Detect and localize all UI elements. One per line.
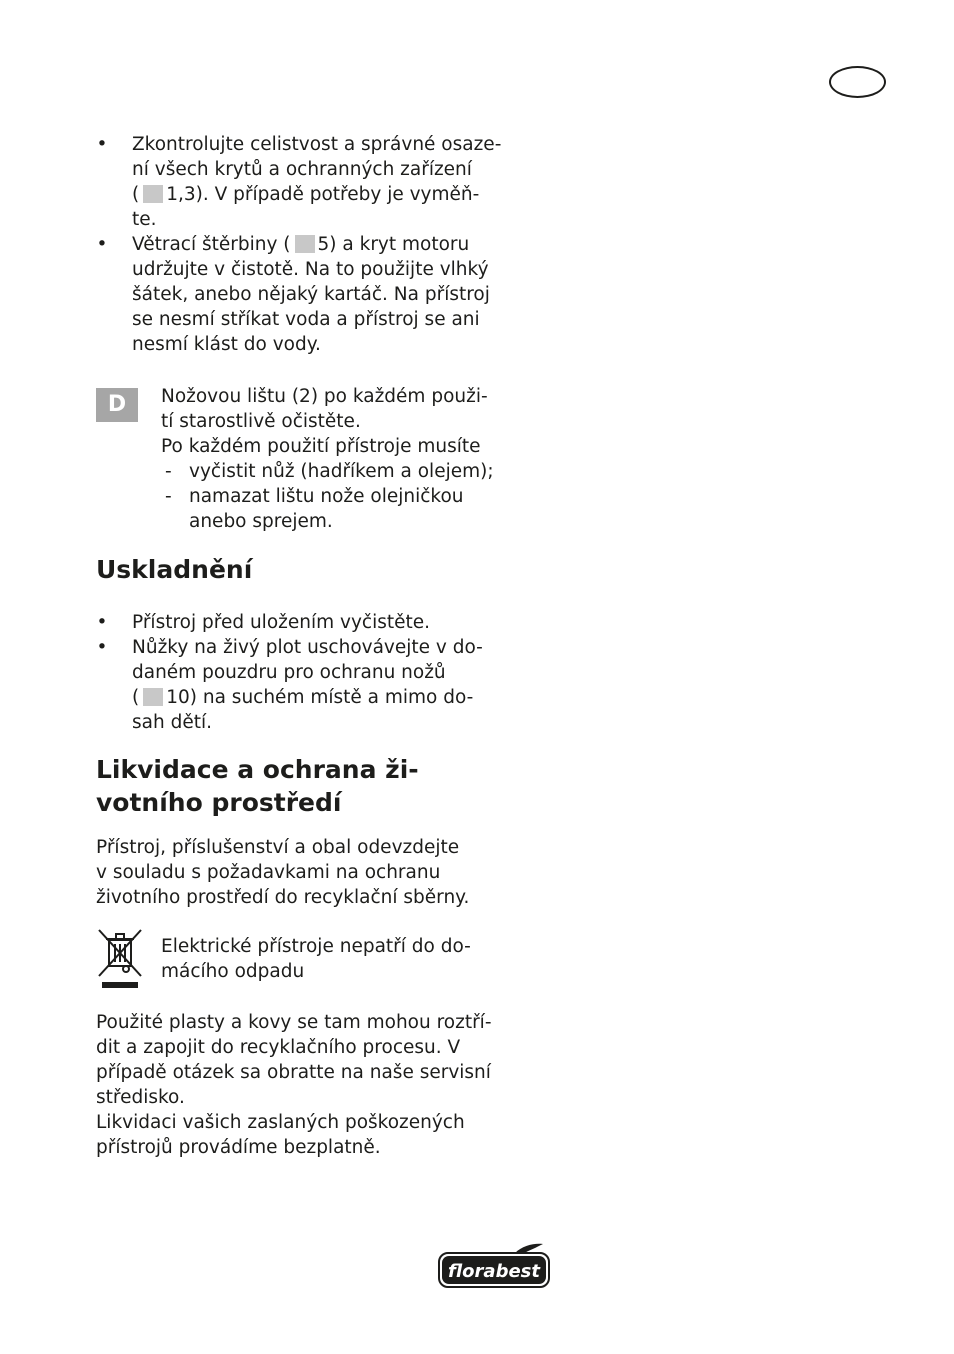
list-text: se nesmí stříkat voda a přístroj se ani: [132, 309, 480, 330]
list-item: [96, 132, 502, 232]
note-badge: D: [96, 388, 138, 422]
list-item: [96, 232, 490, 357]
bullet-icon: •: [96, 637, 108, 658]
dash-text: anebo sprejem.: [189, 511, 333, 532]
dash-icon: -: [165, 461, 172, 482]
storage-heading: Uskladnění: [96, 555, 253, 584]
maintenance-bullets: [96, 132, 502, 357]
paragraph-line: Elektrické přístroje nepatří do do-: [161, 936, 471, 957]
disposal-heading: [96, 753, 419, 819]
storage-bullets: [96, 610, 486, 735]
note-text: [161, 384, 494, 534]
paragraph-line: dit a zapojit do recyklačního procesu. V: [96, 1037, 461, 1058]
disposal-paragraph-1: [96, 835, 486, 910]
list-text: Přístroj před uložením vyčistěte.: [132, 612, 430, 633]
list-text: nesmí klást do vody.: [132, 334, 321, 355]
weee-text: [161, 934, 491, 984]
disposal-paragraph-2: [96, 1010, 492, 1160]
paragraph-line: středisko.: [96, 1087, 185, 1108]
paragraph-line: Použité plasty a kovy se tam mohou roztří-: [96, 1012, 492, 1033]
list-text: ( 1,3). V případě potřeby je vyměň-: [132, 184, 480, 205]
list-text: šátek, anebo nějaký kartáč. Na přístroj: [132, 284, 490, 305]
bullet-icon: •: [96, 612, 108, 633]
paragraph-line: případě otázek sa obratte na naše servisní: [96, 1062, 491, 1083]
figure-reference-icon: [143, 688, 163, 706]
list-text: ( 10) na suchém místě a mimo do-: [132, 687, 474, 708]
paragraph-line: životního prostředí do recyklační sběrny.: [96, 887, 470, 908]
paragraph-line: přístrojů provádíme bezplatně.: [96, 1137, 381, 1158]
paragraph-line: mácího odpadu: [161, 961, 305, 982]
dash-text: vyčistit nůž (hadříkem a olejem);: [189, 461, 494, 482]
dash-text: namazat lištu nože olejničkou: [189, 486, 464, 507]
list-text: sah dětí.: [132, 712, 212, 733]
florabest-logo: [437, 1243, 551, 1289]
heading-line: votního prostředí: [96, 788, 342, 817]
list-text: ní všech krytů a ochranných zařízení: [132, 159, 472, 180]
language-marker: [829, 66, 886, 98]
list-text: te.: [132, 209, 157, 230]
note-line: Po každém použití přístroje musíte: [161, 436, 481, 457]
note-line: tí starostlivě očistěte.: [161, 411, 361, 432]
list-text: Nůžky na živý plot uschovávejte v do-: [132, 637, 483, 658]
list-text: Zkontrolujte celistvost a správné osaze-: [132, 134, 502, 155]
list-item: [96, 635, 486, 735]
figure-reference-icon: [295, 235, 315, 253]
list-text: daném pouzdru pro ochranu nožů: [132, 662, 446, 683]
list-text: udržujte v čistotě. Na to použijte vlhký: [132, 259, 489, 280]
note-line: Nožovou lištu (2) po každém použi-: [161, 386, 488, 407]
logo-text: florabest: [448, 1261, 540, 1282]
paragraph-line: Přístroj, příslušenství a obal odevzdejte: [96, 837, 460, 858]
dash-item: [161, 459, 494, 484]
dash-icon: -: [165, 486, 172, 507]
crossed-bin-icon: [96, 928, 144, 992]
paragraph-line: v souladu s požadavkami na ochranu: [96, 862, 441, 883]
list-text: Větrací štěrbiny ( 5) a kryt motoru: [132, 234, 470, 255]
figure-reference-icon: [143, 185, 163, 203]
bullet-icon: •: [96, 234, 108, 255]
dash-item: [161, 484, 491, 534]
bullet-icon: •: [96, 134, 108, 155]
list-item: [96, 610, 486, 635]
heading-line: Likvidace a ochrana ži-: [96, 755, 419, 784]
paragraph-line: Likvidaci vašich zaslaných poškozených: [96, 1112, 465, 1133]
